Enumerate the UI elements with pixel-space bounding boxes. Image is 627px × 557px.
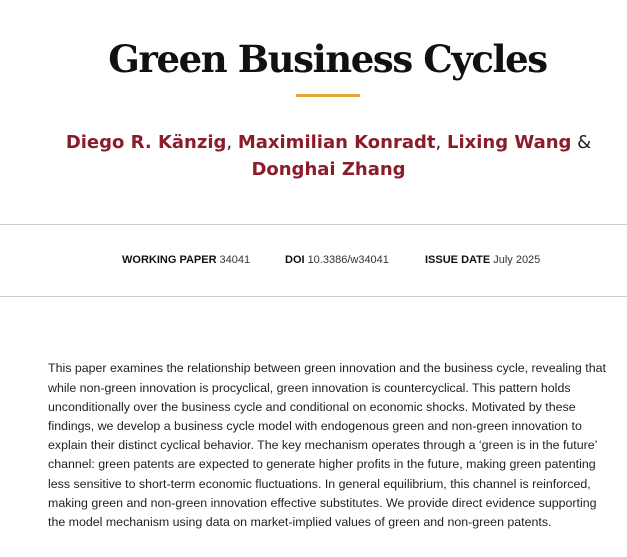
author-separator: &: [571, 132, 592, 153]
working-paper-meta: [122, 254, 250, 266]
author-link[interactable]: Lixing Wang: [446, 132, 572, 153]
issue-date-value: July 2025: [493, 254, 541, 266]
meta-top-divider: [0, 224, 627, 225]
doi-label: DOI: [285, 254, 305, 266]
author-list: [60, 129, 597, 183]
meta-bottom-divider: [0, 296, 627, 297]
working-paper-label: WORKING PAPER: [122, 254, 217, 266]
issue-date-meta: [425, 254, 540, 266]
abstract-text: This paper examines the relationship between green innovation and the business cycle, revealing that while non-green innovation is procyclical, green innovation is countercyclical. This pattern holds unconditionally over the business cycle and conditional on economic shocks. Motivated by these findings, we develop a business cycle model with endogenous green and non-green innovation to explain their distinct cyclical behavior. The key mechanism operates through a ‘green is in the future’ channel: green patents are expected to generate higher profits in the future, making green patenting less sensitive to short-term economic fluctuations. In general equilibrium, this channel is reinforced, making green and non-green innovation effective substitutes. We provide direct evidence supporting the model mechanism using data on market-implied values of green and non-green patents.: [48, 361, 606, 530]
author-link[interactable]: Donghai Zhang: [251, 159, 406, 180]
doi-value: 10.3386/w34041: [307, 254, 389, 266]
author-separator: ,: [435, 132, 447, 153]
author-link[interactable]: Maximilian Konradt: [237, 132, 436, 153]
author-link[interactable]: Diego R. Känzig: [65, 132, 227, 153]
doi-meta: [285, 254, 389, 266]
working-paper-number: 34041: [219, 254, 251, 266]
issue-date-label: ISSUE DATE: [425, 254, 491, 266]
author-separator: ,: [226, 132, 238, 153]
page-title: Green Business Cycles: [108, 36, 547, 81]
accent-divider: [296, 94, 360, 97]
